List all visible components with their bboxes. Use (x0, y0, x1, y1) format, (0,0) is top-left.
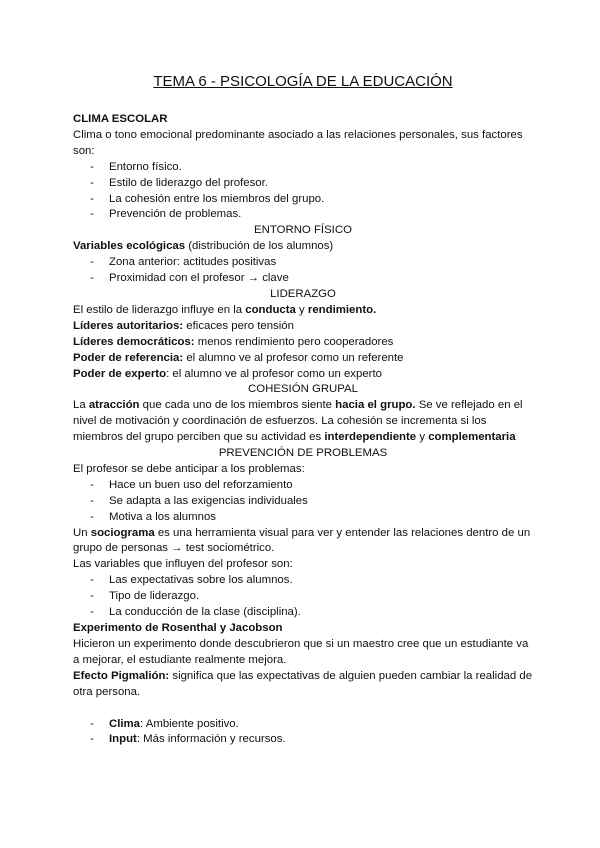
list-item (73, 732, 533, 748)
list-item: - Zona anterior: actitudes positivas (73, 255, 533, 271)
list-item: - La cohesión entre los miembros del grupo. (73, 192, 533, 208)
bold-term: Líderes autoritarios: (73, 319, 184, 332)
list-item: - Estilo de liderazgo del profesor. (73, 176, 533, 192)
poder-experto (73, 367, 533, 383)
bold-term: Efecto Pigmalión: (73, 669, 170, 682)
list-item: - Se adapta a las exigencias individuales (73, 494, 533, 510)
text-span: que cada uno de los miembros siente (139, 399, 336, 412)
text-span: y (295, 303, 308, 316)
list-item: - Las expectativas sobre los alumnos. (73, 573, 533, 589)
lideres-autoritarios (73, 319, 533, 335)
list-item: - Proximidad con el profesor → clave (73, 271, 533, 287)
list-item: - Entorno físico. (73, 160, 533, 176)
efecto-pigmalion (73, 669, 533, 701)
bold-term: conducta (245, 303, 296, 316)
bold-term: Poder de experto (73, 367, 167, 380)
clima-intro: Clima o tono emocional predominante asociado a las relaciones personales, sus factores son: (73, 128, 523, 157)
bold-term: interdependiente (324, 431, 417, 444)
experimento-text: Hicieron un experimento donde descubrieron que si un maestro cree que un estudiante va a mejorar, el estudiante realmente mejora. (73, 637, 529, 666)
bold-term: atracción (88, 399, 140, 412)
list-item (73, 717, 533, 733)
entorno-list (73, 255, 533, 287)
bold-term: rendimiento. (307, 303, 377, 316)
poder-referencia (73, 351, 533, 367)
bold-term: Poder de referencia: (73, 351, 184, 364)
bold-term: complementaria (428, 431, 516, 444)
bold-term: hacia el grupo. (335, 399, 416, 412)
list-item: - Hace un buen uso del reforzamiento (73, 478, 533, 494)
section-heading-experimento: Experimento de Rosenthal y Jacobson (73, 622, 283, 634)
lideres-democraticos (73, 335, 533, 351)
bold-term: Input (109, 733, 137, 746)
list-item: - Motiva a los alumnos (73, 510, 533, 526)
section-heading-cohesion: COHESIÓN GRUPAL (248, 383, 358, 396)
prevencion-intro: El profesor se debe anticipar a los problemas: (73, 462, 305, 475)
variables-intro: Las variables que influyen del profesor son: (73, 558, 293, 571)
text-span: es una herramienta visual para ver y entender las relaciones dentro de un grupo de personas → test sociométrico. (73, 526, 531, 555)
entorno-variables (73, 239, 533, 255)
text-span: Un (73, 526, 91, 539)
sociograma-paragraph (73, 526, 533, 558)
bold-term: Variables ecológicas (73, 240, 186, 253)
text-span: significa que las expectativas de alguien pueden cambiar la realidad de otra persona. (73, 669, 533, 698)
prevencion-list (73, 478, 533, 526)
section-heading-clima: CLIMA ESCOLAR (73, 113, 168, 125)
text-span: el alumno ve al profesor como un referente (183, 351, 404, 364)
variables-list (73, 573, 533, 621)
text-span: (distribución de los alumnos) (185, 240, 334, 253)
text-span: : Ambiente positivo. (140, 717, 239, 730)
section-heading-liderazgo: LIDERAZGO (270, 287, 336, 300)
bold-term: sociograma (90, 526, 155, 539)
spacer (73, 701, 533, 717)
bold-term: Clima (109, 717, 141, 730)
text-span: El estilo de liderazgo influye en la (73, 303, 246, 316)
section-heading-entorno: ENTORNO FÍSICO (254, 224, 352, 237)
cohesion-paragraph (73, 398, 533, 446)
text-span: : Más información y recursos. (136, 733, 286, 746)
clima-factors-list (73, 160, 533, 224)
final-list (73, 717, 533, 749)
list-item: - La conducción de la clase (disciplina). (73, 605, 533, 621)
text-span: eficaces pero tensión (183, 319, 294, 332)
document-page (73, 72, 533, 748)
text-span: y (416, 431, 429, 444)
text-span: La (73, 399, 89, 412)
liderazgo-intro (73, 303, 533, 319)
section-heading-prevencion: PREVENCIÓN DE PROBLEMAS (218, 447, 388, 460)
text-span: menos rendimiento pero cooperadores (194, 335, 394, 348)
page-title: TEMA 6 - PSICOLOGÍA DE LA EDUCACIÓN (153, 73, 453, 90)
list-item: - Prevención de problemas. (73, 207, 533, 223)
text-span: : el alumno ve al profesor como un experto (166, 367, 382, 380)
list-item: - Tipo de liderazgo. (73, 589, 533, 605)
text-span: Se ve reflejado en el nivel de motivación y coordinación de esfuerzos. La cohesión se incrementa si los miembros del grupo perciben que su actividad es (73, 399, 523, 444)
bold-term: Líderes democráticos: (73, 335, 195, 348)
